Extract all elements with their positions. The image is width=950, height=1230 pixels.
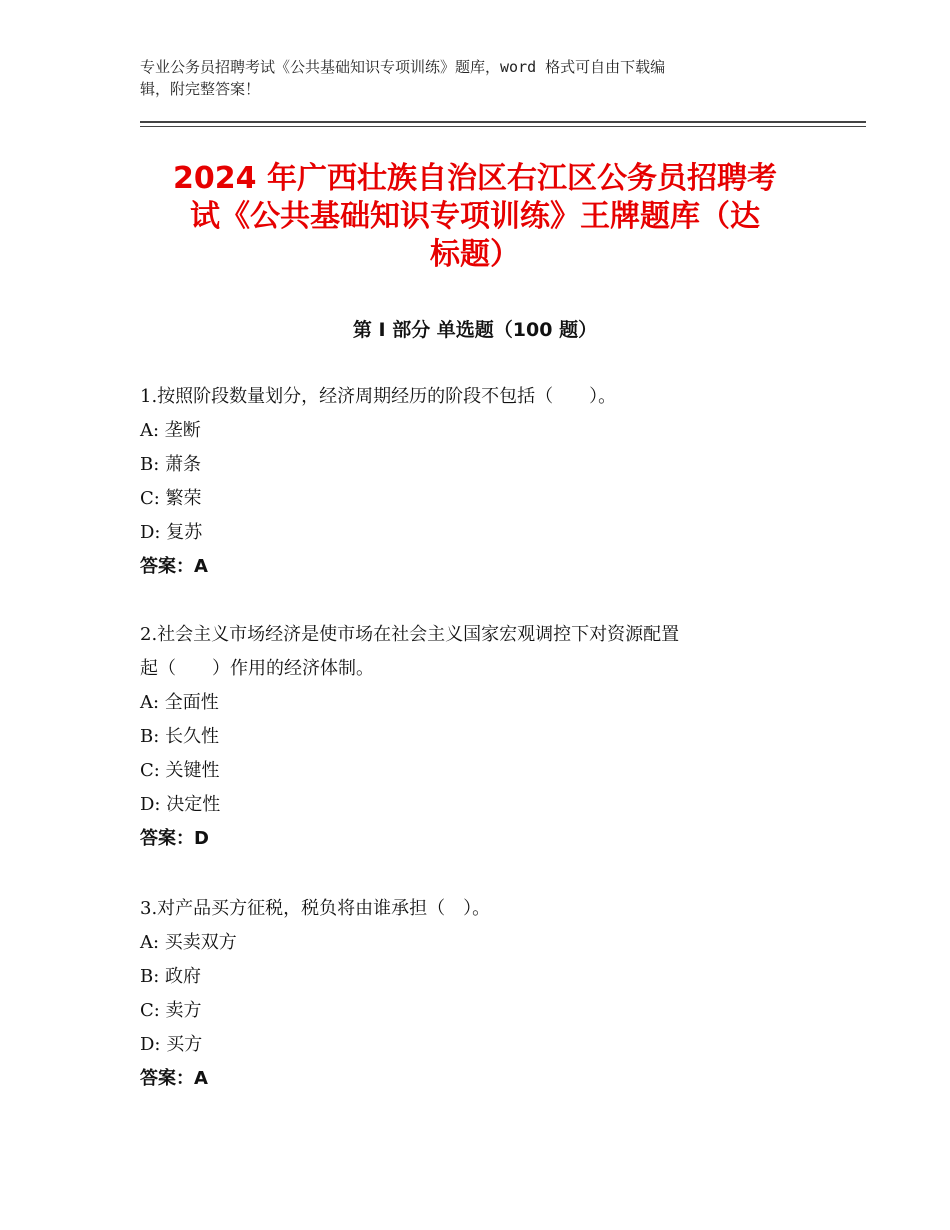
option-c: C: 繁荣 <box>140 488 202 509</box>
option-c: C: 卖方 <box>140 1000 202 1021</box>
header-rule-thin <box>140 126 866 127</box>
question-1 <box>140 380 820 584</box>
option-b: B: 政府 <box>140 966 202 987</box>
question-3 <box>140 892 820 1096</box>
document-header <box>140 56 790 100</box>
header-line-2: 辑，附完整答案！ <box>140 80 261 98</box>
option-a: A: 全面性 <box>140 692 219 713</box>
option-b: B: 长久性 <box>140 726 220 747</box>
answer: 答案：A <box>140 1068 208 1089</box>
title-line-3: 标题） <box>430 237 520 272</box>
option-d: D: 复苏 <box>140 522 203 543</box>
option-d: D: 决定性 <box>140 794 221 815</box>
document-title <box>130 160 820 274</box>
answer: 答案：D <box>140 828 209 849</box>
section-heading: 第 I 部分 单选题（100 题） <box>352 319 598 341</box>
option-b: B: 萧条 <box>140 454 202 475</box>
title-line-2: 试《公共基础知识专项训练》王牌题库（达 <box>190 199 760 234</box>
question-2 <box>140 618 820 856</box>
question-stem: 1.按照阶段数量划分，经济周期经历的阶段不包括（ ）。 <box>140 386 617 407</box>
option-c: C: 关键性 <box>140 760 220 781</box>
answer: 答案：A <box>140 556 208 577</box>
question-stem: 2.社会主义市场经济是使市场在社会主义国家宏观调控下对资源配置 <box>140 624 680 645</box>
question-stem: 3.对产品买方征税，税负将由谁承担（ ）。 <box>140 898 491 919</box>
option-a: A: 垄断 <box>140 420 201 441</box>
question-stem-cont: 起（ ）作用的经济体制。 <box>140 658 374 679</box>
header-line-1: 专业公务员招聘考试《公共基础知识专项训练》题库，word 格式可自由下载编 <box>140 58 666 76</box>
title-line-1: 2024 年广西壮族自治区右江区公务员招聘考 <box>173 161 777 196</box>
header-rule-thick <box>140 121 866 123</box>
option-a: A: 买卖双方 <box>140 932 237 953</box>
option-d: D: 买方 <box>140 1034 203 1055</box>
